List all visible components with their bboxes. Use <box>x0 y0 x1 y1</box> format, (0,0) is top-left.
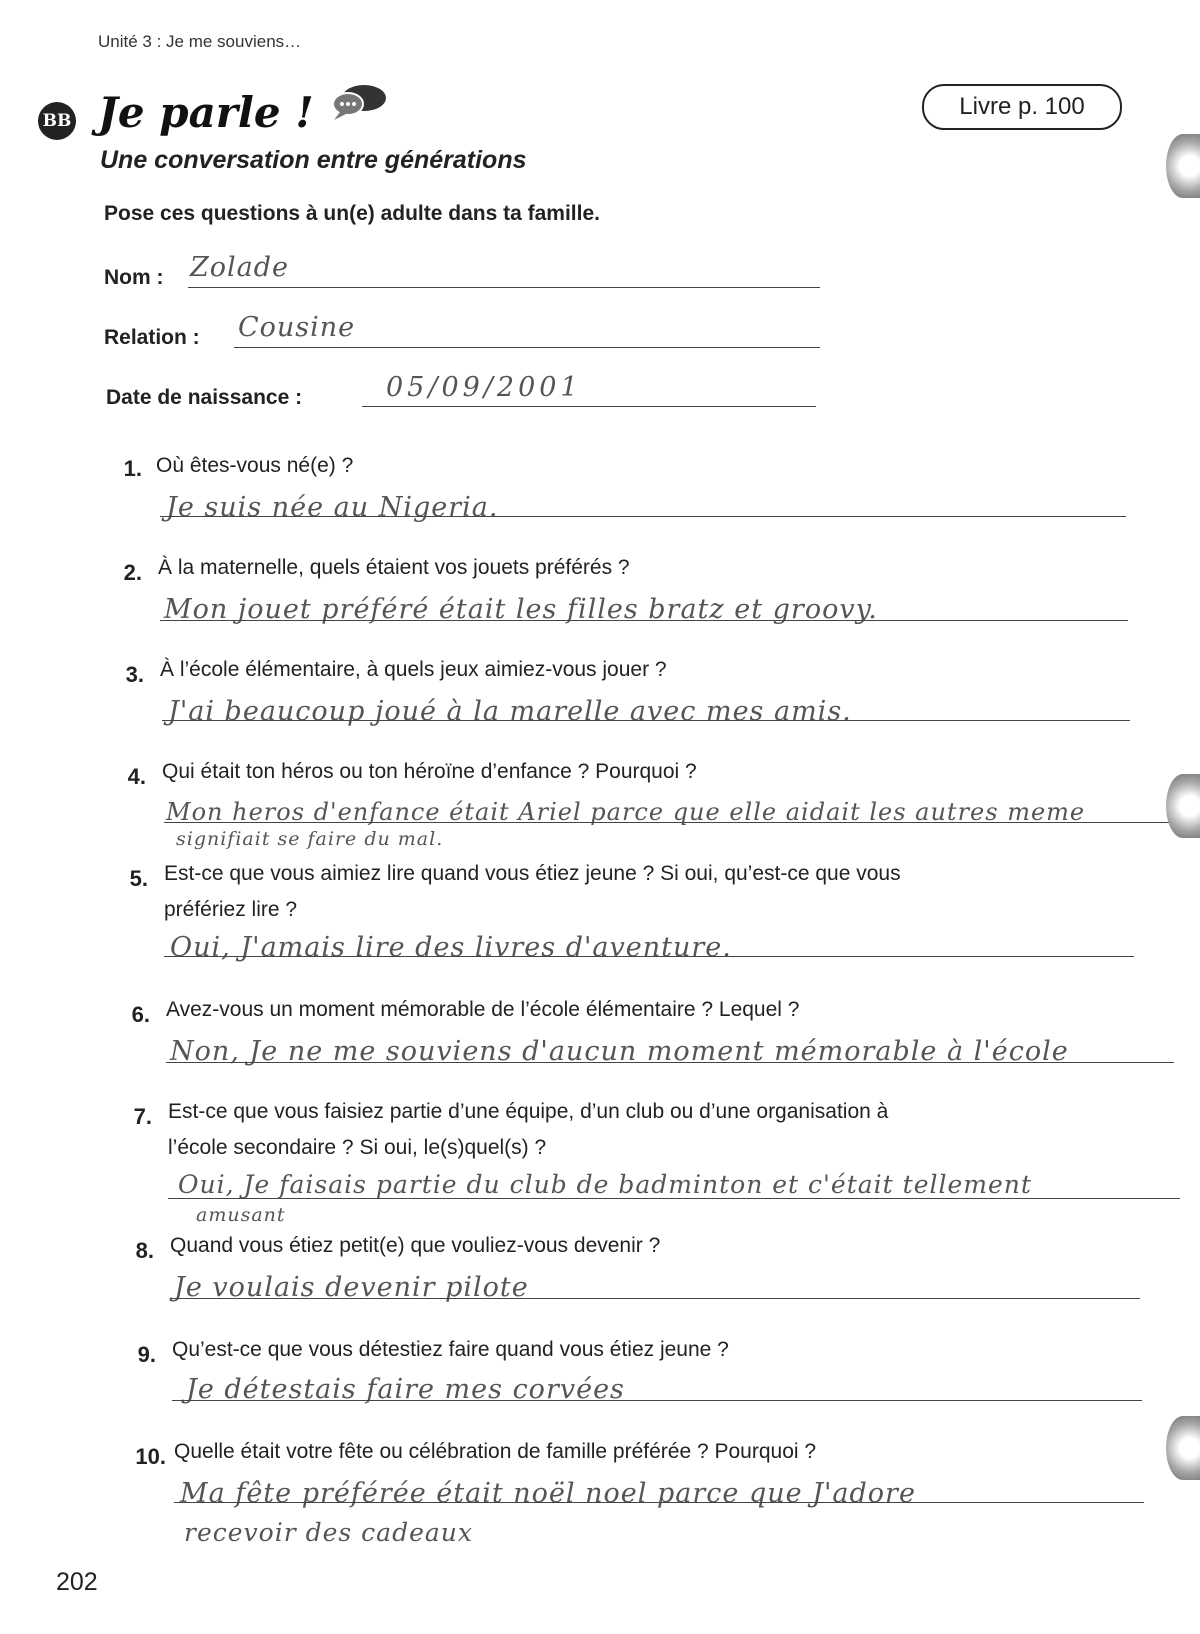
instruction-text: Pose ces questions à un(e) adulte dans ta famille. <box>104 202 600 225</box>
answer-line <box>164 822 1170 823</box>
question-text: À la maternelle, quels étaient vos jouets préférés ? <box>158 556 630 579</box>
answer-text: Je suis née au Nigeria. <box>166 492 499 523</box>
answer-line <box>164 956 1134 957</box>
question-text-line2: l’école secondaire ? Si oui, le(s)quel(s) ? <box>168 1136 547 1159</box>
nom-line <box>188 287 820 288</box>
date-label: Date de naissance : <box>106 386 303 409</box>
answer-text: Oui, J'amais lire des livres d'aventure. <box>170 932 732 963</box>
page-number: 202 <box>56 1568 98 1596</box>
answer-line <box>160 620 1128 621</box>
unit-header: Unité 3 : Je me souviens… <box>98 32 302 51</box>
nom-label: Nom : <box>104 266 164 289</box>
answer-line <box>160 516 1126 517</box>
answer-text: Ma fête préférée était noël noel parce que J'adore <box>180 1478 916 1509</box>
question-number: 8. <box>135 1238 154 1263</box>
question-number: 6. <box>131 1002 150 1027</box>
answer-continuation: amusant <box>196 1204 286 1226</box>
question-text: À l’école élémentaire, à quels jeux aimiez-vous jouer ? <box>160 658 667 681</box>
question-number: 7. <box>133 1104 152 1129</box>
question-text: Où êtes-vous né(e) ? <box>156 454 354 477</box>
answer-line <box>168 1198 1180 1199</box>
book-reference: Livre p. 100 <box>922 84 1122 130</box>
binder-hole-icon <box>1166 774 1200 838</box>
nom-value: Zolade <box>190 252 290 283</box>
answer-line <box>174 1502 1144 1503</box>
question-text-line2: préfériez lire ? <box>164 898 298 921</box>
answer-text: Je détestais faire mes corvées <box>186 1374 625 1405</box>
answer-line <box>170 1298 1140 1299</box>
answer-line <box>172 1400 1142 1401</box>
answer-text: Mon jouet préféré était les filles bratz et groovy. <box>164 594 878 625</box>
question-number: 9. <box>137 1342 156 1367</box>
binder-hole-icon <box>1166 1416 1200 1480</box>
answer-continuation: signifiait se faire du mal. <box>176 828 444 850</box>
question-text: Qu’est-ce que vous détestiez faire quand vous étiez jeune ? <box>172 1338 729 1361</box>
relation-line <box>234 347 820 348</box>
question-number: 1. <box>123 456 142 481</box>
section-badge: BB <box>38 102 76 140</box>
answer-text: J'ai beaucoup joué à la marelle avec mes amis. <box>168 696 852 727</box>
section-subtitle: Une conversation entre générations <box>100 146 527 174</box>
date-value: 05/09/2001 <box>386 372 582 403</box>
question-text: Quelle était votre fête ou célébration de famille préférée ? Pourquoi ? <box>174 1440 817 1463</box>
relation-label: Relation : <box>104 326 200 349</box>
question-text: Est-ce que vous faisiez partie d’une équipe, d’un club ou d’une organisation à <box>168 1100 889 1123</box>
binder-hole-icon <box>1166 134 1200 198</box>
question-text: Avez-vous un moment mémorable de l’école élémentaire ? Lequel ? <box>166 998 800 1021</box>
answer-text: Je voulais devenir pilote <box>174 1272 529 1303</box>
question-text: Qui était ton héros ou ton héroïne d’enfance ? Pourquoi ? <box>162 760 697 783</box>
relation-value: Cousine <box>238 312 356 343</box>
date-line <box>362 406 816 407</box>
answer-continuation: recevoir des cadeaux <box>184 1518 473 1547</box>
answer-text: Oui, Je faisais partie du club de badminton et c'était tellement <box>178 1170 1032 1199</box>
question-number: 5. <box>129 866 148 891</box>
question-number: 2. <box>123 560 142 585</box>
question-number: 10. <box>135 1444 166 1469</box>
answer-text: Mon heros d'enfance était Ariel parce que elle aidait les autres meme <box>166 798 1086 826</box>
answer-line <box>162 720 1130 721</box>
question-number: 4. <box>127 764 146 789</box>
question-text: Est-ce que vous aimiez lire quand vous étiez jeune ? Si oui, qu’est-ce que vous <box>164 862 901 885</box>
page-title: Je parle ! <box>98 88 314 137</box>
answer-line <box>166 1062 1174 1063</box>
question-number: 3. <box>125 662 144 687</box>
answer-text: Non, Je ne me souviens d'aucun moment mémorable à l'école <box>170 1036 1069 1067</box>
question-text: Quand vous étiez petit(e) que vouliez-vous devenir ? <box>170 1234 661 1257</box>
speech-bubble-icon <box>328 82 390 127</box>
